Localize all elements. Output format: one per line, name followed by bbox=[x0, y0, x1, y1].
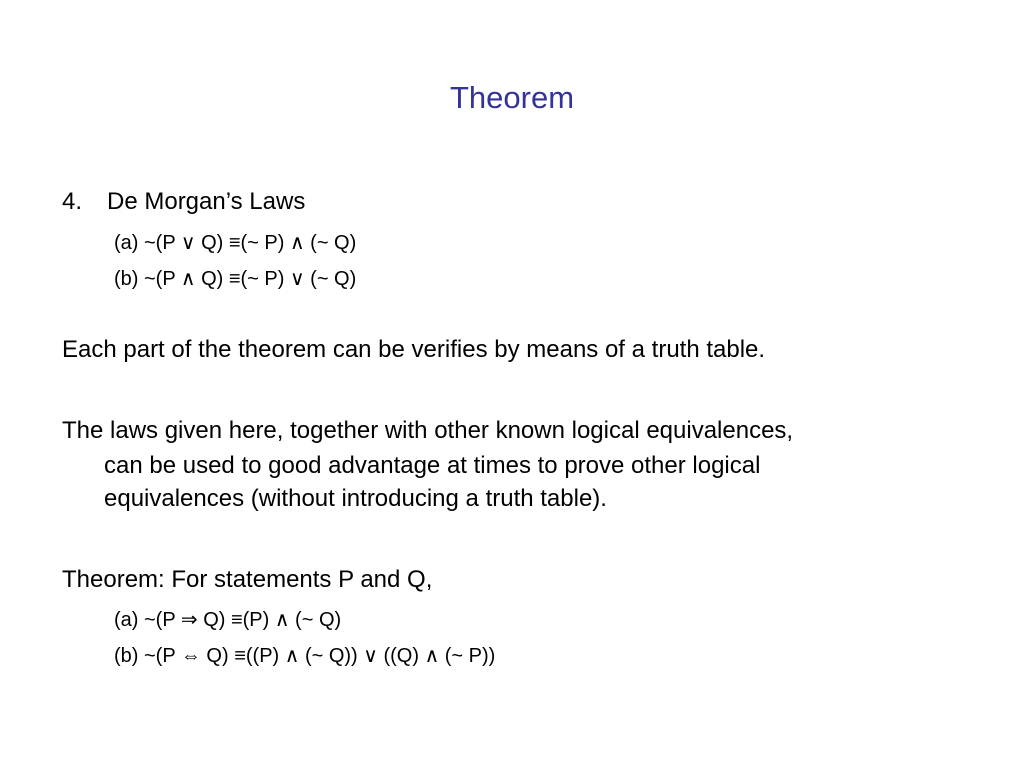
paragraph-truth-table: Each part of the theorem can be verifies by means of a truth table. bbox=[62, 336, 766, 363]
theorem-part-b: (b) ~(P ⇔ Q) ≡((P) ∧ (~ Q)) ∨ ((Q) ∧ (~ P)) bbox=[114, 645, 496, 667]
de-morgan-law-b: (b) ~(P ∧ Q) ≡(~ P) ∨ (~ Q) bbox=[114, 268, 357, 290]
section-number: 4. bbox=[62, 188, 83, 215]
paragraph-laws-line-3: equivalences (without introducing a truth table). bbox=[104, 485, 607, 512]
de-morgan-law-a: (a) ~(P ∨ Q) ≡(~ P) ∧ (~ Q) bbox=[114, 232, 357, 254]
slide-title: Theorem bbox=[449, 80, 575, 115]
paragraph-laws-line-2: can be used to good advantage at times to prove other logical bbox=[104, 452, 761, 479]
section-heading-line bbox=[62, 187, 305, 217]
theorem-part-a: (a) ~(P ⇒ Q) ≡(P) ∧ (~ Q) bbox=[114, 609, 342, 631]
paragraph-laws-line-1: The laws given here, together with other known logical equivalences, bbox=[62, 417, 794, 444]
theorem-statement: Theorem: For statements P and Q, bbox=[62, 566, 433, 593]
section-heading: De Morgan’s Laws bbox=[107, 188, 306, 215]
